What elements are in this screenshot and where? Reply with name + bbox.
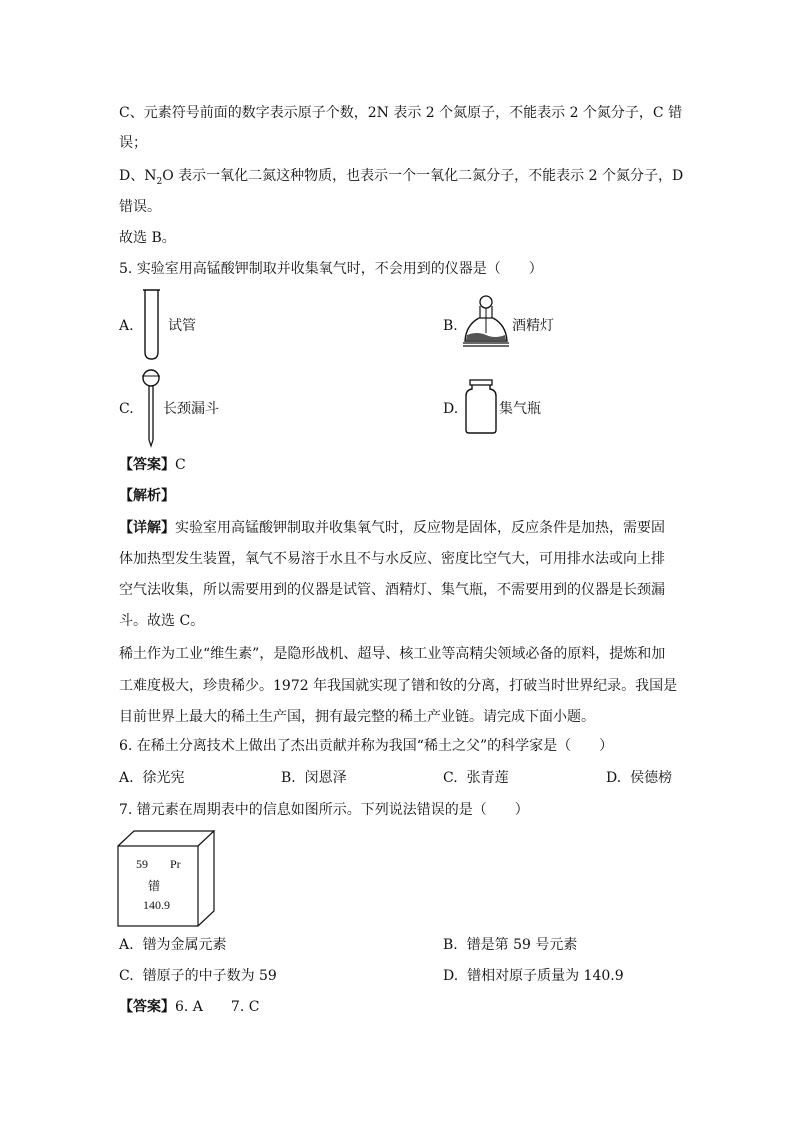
element-info-box [117,830,215,928]
q5-detail-line3: 空气法收集，所以需要用到的仪器是试管、酒精灯、集气瓶，不需要用到的仪器是长颈漏 [119,582,665,598]
q5-option-b-label: 酒精灯 [512,318,554,334]
q5-option-c-letter: C. [119,401,134,417]
q5-option-a-letter: A. [119,318,134,334]
explain-c-line1: C、元素符号前面的数字表示原子个数，2N 表示 2 个氮原子，不能表示 2 个氮分子，C 错 [119,105,683,121]
element-name: 镨 [148,879,161,893]
passage-line1: 稀土作为工业“维生素”，是隐形战机、超导、核工业等高精尖领域必备的原料，提炼和加 [119,646,666,662]
explain-d-line2: 错误。 [119,199,161,215]
q5-option-d-letter: D. [443,401,459,417]
long-neck-funnel-icon [138,368,164,448]
q7-stem: 7. 镨元素在周期表中的信息如图所示。下列说法错误的是（ ） [119,802,529,818]
q7-option-d: D. 镨相对原子质量为 140.9 [443,968,624,984]
test-tube-icon [142,288,162,362]
q5-detail-line1: 【详解】实验室用高锰酸钾制取并收集氧气时，反应物是固体，反应条件是加热，需要固 [119,520,665,536]
q5-detail-line2: 体加热型发生装置，氧气不易溶于水且不与水反应、密度比空气大，可用排水法或向上排 [119,551,665,567]
q6-option-a: A. 徐光宪 [119,770,185,786]
element-atomic-number: 59 [136,857,148,871]
q5-option-a-label: 试管 [168,318,196,334]
element-atomic-mass: 140.9 [143,898,170,912]
q5-option-d-label: 集气瓶 [499,401,541,417]
explain-choice: 故选 B。 [119,230,176,246]
q5-stem: 5. 实验室用高锰酸钾制取并收集氧气时，不会用到的仪器是（ ） [119,261,543,277]
q5-option-c-label: 长颈漏斗 [163,401,219,417]
passage-line3: 目前世界上最大的稀土生产国，拥有最完整的稀土产业链。请完成下面小题。 [119,709,595,725]
q6-option-d: D. 侯德榜 [606,770,673,786]
q5-option-b-letter: B. [443,318,458,334]
q7-option-c: C. 镨原子的中子数为 59 [119,968,277,984]
alcohol-lamp-icon [462,293,510,353]
q6-stem: 6. 在稀土分离技术上做出了杰出贡献并称为我国“稀土之父”的科学家是（ ） [119,738,614,754]
q7-option-b: B. 镨是第 59 号元素 [443,937,578,953]
q5-detail-line4: 斗。故选 C。 [119,613,205,629]
q7-option-a: A. 镨为金属元素 [119,937,227,953]
q6-option-c: C. 张青莲 [443,770,509,786]
element-symbol: Pr [170,857,181,871]
explain-c-line2: 误； [119,135,147,151]
gas-jar-icon [464,378,498,436]
q5-analysis-tag: 【解析】 [119,488,175,504]
passage-line2: 工难度极大，珍贵稀少。1972 年我国就实现了镨和钕的分离，打破当时世界纪录。我国是 [119,678,678,694]
explain-d-line1: D、$N_2O$ 表示一氧化二氮这种物质，也表示一个一氧化二氮分子，不能表示 2 个氮分子，D [119,168,684,187]
q5-answer: 【答案】C [119,457,186,473]
q6-option-b: B. 闵恩泽 [281,770,347,786]
answers-6-7: 【答案】6. A 7. C [119,999,260,1015]
